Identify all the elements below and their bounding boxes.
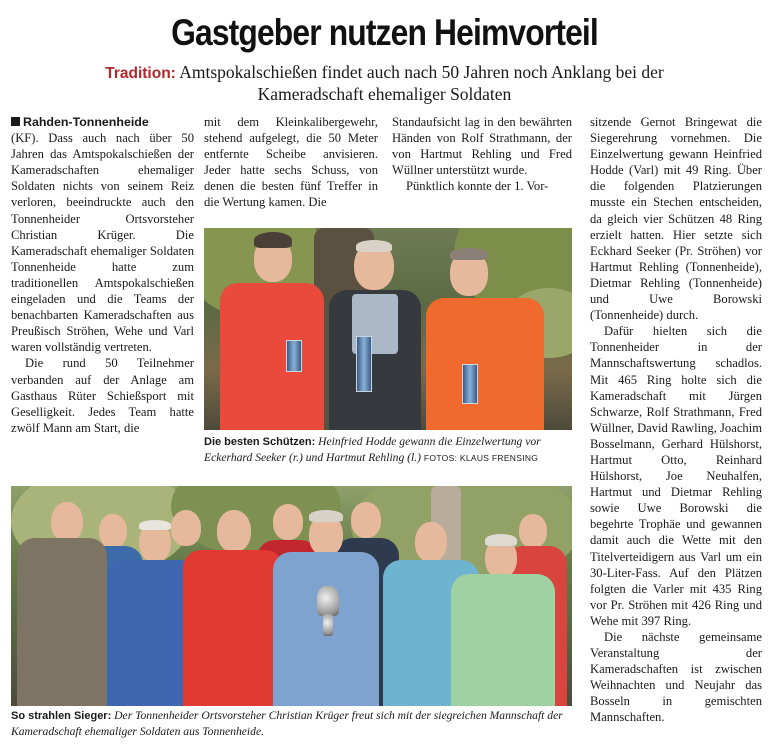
article-headline: Gastgeber nutzen Heimvorteil (171, 12, 598, 53)
subline-kicker: Tradition: (105, 65, 176, 82)
photo-credit: FOTOS: KLAUS FRENSING (423, 453, 539, 463)
trophy-icon (286, 340, 302, 372)
trophy-icon (462, 364, 478, 404)
paragraph: Standaufsicht lag in den bewährten Händen von Rolf Strathmann, der von Hartmut Rehling und Fred Wüllner unterstützt wurde. (392, 115, 572, 178)
subline-text: Amtspokalschießen findet auch nach 50 Jahren noch Anklang bei der Kameradschaft ehemaliger Soldaten (179, 62, 664, 104)
paragraph: Die nächste gemeinsame Veranstaltung der Kameradschaften ist zwischen Weihnachten und Neujahr das Bosseln in gemischten Mannschaften. (590, 630, 762, 725)
caption-lead: So strahlen Sieger: (11, 710, 112, 722)
caption-text: Heinfried Hodde gewann die Einzelwertung vor Eckerhard Seeker (r.) und Hartmut Rehling (l.) (204, 435, 541, 464)
paragraph: Pünktlich konnte der 1. Vor- (406, 179, 549, 194)
article-subline (100, 62, 669, 105)
square-bullet-icon (11, 117, 20, 126)
paragraph: sitzende Gernot Bringewat die Siegerehrung vornehmen. Die Einzelwertung gewann Heinfried Hodde (Varl) mit 49 Ring. Über die folgenden Platzierungen musste ein Stechen entscheiden, da gleich vier Schützen 48 Ring erzielt hatten. Hier setzte sich Eckhard Seeker (Pr. Ströhen) vor Hartmut Rehling (Tonnenheide), Dietmar Rehling (Tonnenheide) und Uwe Borowski (Tonnenheide) durch. (590, 115, 762, 323)
paragraph: Die rund 50 Teilnehmer verbanden auf der Anlage am Gasthaus Rüter Schießsport mit Geselligkeit. Jedes Team hatte zwölf Mann am Start, die (11, 356, 194, 435)
text-column-2 (204, 114, 378, 211)
photo-caption-2 (11, 708, 573, 739)
photo-winning-team (11, 486, 572, 706)
photo-caption-1 (204, 434, 574, 466)
pokal-stem-icon (323, 614, 333, 636)
pokal-trophy-icon (317, 586, 339, 616)
text-column-3 (392, 114, 572, 194)
trophy-icon (356, 336, 372, 392)
roofline (11, 115, 149, 129)
caption-text: Der Tonnenheider Ortsvorsteher Christian Krüger freut sich mit der siegreichen Mannschaft der Kameradschaft ehemaliger Soldaten aus Tonnenheide. (11, 709, 563, 738)
text-column-1 (11, 114, 194, 436)
text-column-4 (590, 114, 762, 726)
photo-best-shooters (204, 228, 572, 430)
roofline-label: Rahden-Tonnenheide (23, 115, 149, 129)
paragraph: Dafür hielten sich die Tonnenheider in der Mannschaftswertung schadlos. Mit 465 Ring holte sich die Kameradschaft mit Jürgen Schwarze, Rolf Strathmann, Fred Wüllner, David Rawling, Joachim Bosselmann, Gerhard Hülshorst, Hartmut Otto, Reinhard Hülshorst, Joe Neuhalfen, Hartmut und Dietmar Rehling sowie Uwe Borowski die begehrte Trophäe und gewannen damit auch die Wette mit den Titelverteidigern aus Varl um ein 30-Liter-Fass. Auf den Plätzen folgten die Varler mit 435 Ring vor Pr. Ströhen mit 426 Ring und Wehe mit 397 Ring. (590, 324, 762, 628)
paragraph: (KF). Dass auch nach über 50 Jahren das Amtspokalschießen der Kameradschaften ehemaliger Soldaten nichts von seinem Reiz verloren, beeindruckte auch den Tonnenheider Ortsvorsteher Christian Krüger. Die Kameradschaft ehemaliger Soldaten Tonnenheide hatte zum traditionellen Amtspokalschießen eingeladen und die Teams der benachbarten Kameradschaften aus Preußisch Ströhen, Wehe und Varl waren vollständig vertreten. (11, 131, 194, 355)
caption-lead: Die besten Schützen: (204, 436, 316, 448)
paragraph: mit dem Kleinkalibergewehr, stehend aufgelegt, die 50 Meter entfernte Scheibe anvisieren. Jeder hatte sechs Schuss, von denen die besten fünf Treffer in die Wertung kamen. Die (204, 115, 378, 210)
